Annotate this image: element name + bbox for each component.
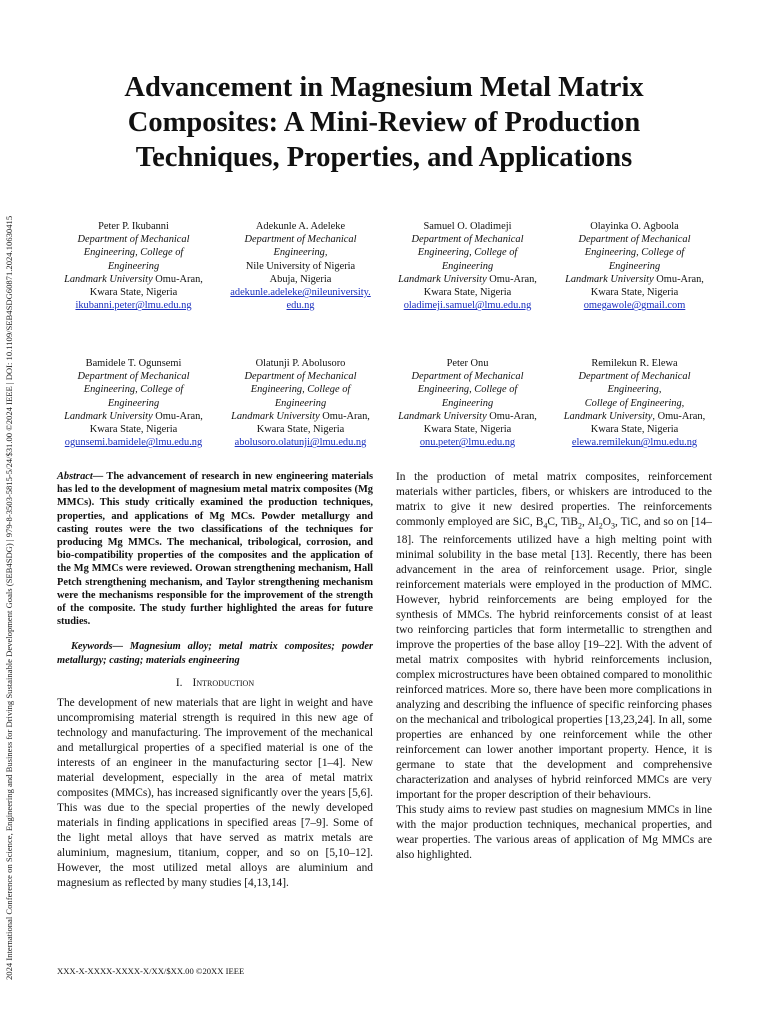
paper-title: [60, 70, 708, 175]
author-affiliation-line: Department of Mechanical: [578, 234, 691, 246]
side-note-text: 2024 International Conference on Science, Engineering and Business for Driving Sustainable Development Goals (SEB4SDG) | 979-8-3503-5815-5/24/$31.00 ©2024 IEEE | DOI: 10.1109/SEB4SDG60871.2024.10630415: [4, 215, 14, 980]
author-block: [551, 357, 718, 449]
author-institution: Landmark University Omu-Aran,: [64, 410, 203, 422]
author-institution: Landmark University Omu-Aran,: [231, 410, 370, 422]
abstract-text: — The advancement of research in new engineering materials has led to the development of magnesium metal matrix composites (Mg MMCs). This study critically examined the production techniques, properties, and applications of Mg MCs. Powder metallurgy and casting routes were the two classifications of the techniques for producing Mg MMCs. The mechanical, tribological, corrosion, and bio-compatibility properties of the composites and the application of the Mg MMCs were reviewed. Orowan strengthening mechanism, Hall Petch strengthening mechanism, and Taylor strengthening mechanism were the mechanisms responsible for the improvement of the strength of the composite. The study further highlighted the areas for future studies.: [57, 471, 373, 628]
author-block: [217, 357, 384, 449]
author-name: Bamidele T. Ogunsemi: [85, 358, 182, 369]
author-institution: Landmark University Omu-Aran,: [398, 273, 537, 285]
author-name: Peter Onu: [446, 358, 489, 369]
author-affiliation-line: Engineering, College of: [417, 247, 518, 259]
left-column: [57, 470, 373, 891]
author-institution: Landmark University, Omu-Aran,: [563, 410, 706, 422]
author-institution: Nile University of Nigeria: [245, 260, 356, 272]
title-line: Techniques, Properties, and Applications: [135, 142, 633, 173]
title-line: Composites: A Mini-Review of Production: [127, 107, 641, 138]
author-email-link[interactable]: adekunle.adeleke@nileuniversity.: [230, 287, 371, 299]
author-affiliation-line: Department of Mechanical: [244, 234, 357, 246]
footer-copyright: XXX-X-XXXX-XXXX-X/XX/$XX.00 ©20XX IEEE: [57, 966, 245, 976]
author-name: Remilekun R. Elewa: [591, 358, 678, 369]
author-institution: Landmark University Omu-Aran,: [565, 273, 704, 285]
abstract: [57, 470, 373, 628]
author-block: [50, 220, 217, 312]
keywords: Keywords— Magnesium alloy; metal matrix composites; powder metallurgy; casting; materials engineering: [57, 641, 373, 666]
author-affiliation-line: Engineering, College of: [584, 247, 685, 259]
author-name: Olayinka O. Agboola: [590, 221, 679, 232]
author-affiliation-line: Engineering, College of: [417, 384, 518, 396]
author-block: [217, 220, 384, 312]
author-name: Adekunle A. Adeleke: [255, 221, 346, 232]
author-affiliation-line: Engineering: [608, 260, 661, 272]
author-affiliation-line: Engineering: [274, 397, 327, 409]
author-location: Kwara State, Nigeria: [590, 424, 679, 436]
aim-paragraph: This study aims to review past studies on magnesium MMCs in line with the major production techniques, mechanical properties, and wear properties. The various areas of application of Mg MMCs are also highlighted.: [396, 804, 712, 862]
author-location: Kwara State, Nigeria: [423, 287, 512, 299]
author-email-link[interactable]: edu.ng: [286, 300, 315, 312]
author-affiliation-line: Engineering: [107, 397, 160, 409]
author-row-2: [50, 357, 730, 449]
author-block: [384, 357, 551, 449]
title-line: Advancement in Magnesium Metal Matrix: [124, 72, 644, 103]
section-title: Introduction: [192, 676, 255, 689]
author-block: [551, 220, 718, 312]
author-email-link[interactable]: ikubanni.peter@lmu.edu.ng: [75, 300, 192, 312]
author-affiliation-line: Engineering: [107, 260, 160, 272]
author-affiliation-line: Engineering, College of: [83, 247, 184, 259]
author-location: Kwara State, Nigeria: [256, 424, 345, 436]
author-email-link[interactable]: omegawole@gmail.com: [583, 300, 686, 312]
author-email-link[interactable]: onu.peter@lmu.edu.ng: [419, 437, 516, 449]
section-number: I.: [175, 676, 183, 689]
author-location: Kwara State, Nigeria: [89, 424, 178, 436]
author-email-link[interactable]: oladimeji.samuel@lmu.edu.ng: [403, 300, 532, 312]
author-affiliation-line: Engineering, College of: [83, 384, 184, 396]
author-affiliation-line: Engineering, College of: [250, 384, 351, 396]
author-name: Olatunji P. Abolusoro: [255, 358, 346, 369]
author-location: Abuja, Nigeria: [269, 273, 332, 285]
author-location: Kwara State, Nigeria: [590, 287, 679, 299]
author-location: Kwara State, Nigeria: [89, 287, 178, 299]
author-name: Samuel O. Oladimeji: [423, 221, 512, 232]
right-column: [396, 470, 712, 863]
abstract-lead: Abstract: [57, 471, 93, 482]
author-location: Kwara State, Nigeria: [423, 424, 512, 436]
author-affiliation-line: Department of Mechanical: [411, 371, 524, 383]
side-publication-note: [3, 40, 17, 980]
author-block: [50, 357, 217, 449]
author-affiliation-line: Department of Mechanical: [244, 371, 357, 383]
author-row-1: [50, 220, 730, 312]
author-affiliation-line: Engineering: [441, 260, 494, 272]
section-heading: [57, 676, 373, 691]
author-affiliation-line: Department of Mechanical: [77, 234, 190, 246]
author-affiliation-line: Department of Mechanical: [578, 371, 691, 383]
intro-paragraph: The development of new materials that are light in weight and have uncompromising material strength is required in this new age of technology and manufacturing. The improvement of the mechanical and metallurgical properties of a specified material is one of the interests of an engineer in the manufacturing sector [1–4]. New material development, especially in the area of metal matrix composites (MMCs), has increased significantly over the years [5,6]. This was due to the special properties of the newly developed materials in finding applications in specified areas [7–9]. Some of the light metal alloys that have served as matrix metals are aluminium, magnesium, titanium, copper, and so on [5,10–12]. However, the most utilized metal alloys are aluminium and magnesium as reflected by many studies [4,13,14].: [57, 696, 373, 889]
reinforcement-paragraph: In the production of metal matrix composites, reinforcement materials wither particles, fibers, or whiskers are introduced to the matrix to give it new desired properties. The reinforcements commonly employed are SiC, $B_4C$, TiB$_2$, $Al_2O_3$, TiC, and so on [14–18]. The reinforcements utilized have a high melting point with minimal solubility in the base metal [13]. Recently, there has been advancement in the area of reinforcement usage. Prior, single reinforcement materials were employed in the production of MMC. However, hybrid reinforcements are being employed for the synthesis of MMCs. The hybrid reinforcements consist of at least two reinforcing particles that form intermetallic to strengthen and improve the properties of the base alloy [19–22]. With the advent of metal matrix composites with hybrid reinforcements inclusion, complex microstructures have been obtained compared to monolithic reinforced matrices. More so, there have been more complications in analyzing and describing the influence of specific reinforcing phases on the mechanical and tribological properties [13,23,24]. In all, some properties are enhanced by one reinforcement while the other reinforcement can lower another important property. Hence, it is germane to state that the development and comprehensive characterization and analyses of hybrid reinforced MMCs are very important for the proper description of their behaviours.: [396, 471, 712, 802]
author-block: [384, 220, 551, 312]
author-affiliation-line: Engineering: [441, 397, 494, 409]
author-affiliation-line: Engineering,: [607, 384, 662, 396]
author-name: Peter P. Ikubanni: [98, 221, 169, 232]
author-email-link[interactable]: elewa.remilekun@lmu.edu.ng: [571, 437, 698, 449]
author-email-link[interactable]: abolusoro.olatunji@lmu.edu.ng: [234, 437, 367, 449]
author-affiliation-line: Engineering,: [273, 247, 328, 259]
author-email-link[interactable]: ogunsemi.bamidele@lmu.edu.ng: [64, 437, 203, 449]
author-affiliation-line: Department of Mechanical: [411, 234, 524, 246]
author-affiliation-line: College of Engineering,: [584, 397, 685, 409]
author-institution: Landmark University Omu-Aran,: [64, 273, 203, 285]
author-affiliation-line: Department of Mechanical: [77, 371, 190, 383]
author-institution: Landmark University Omu-Aran,: [398, 410, 537, 422]
